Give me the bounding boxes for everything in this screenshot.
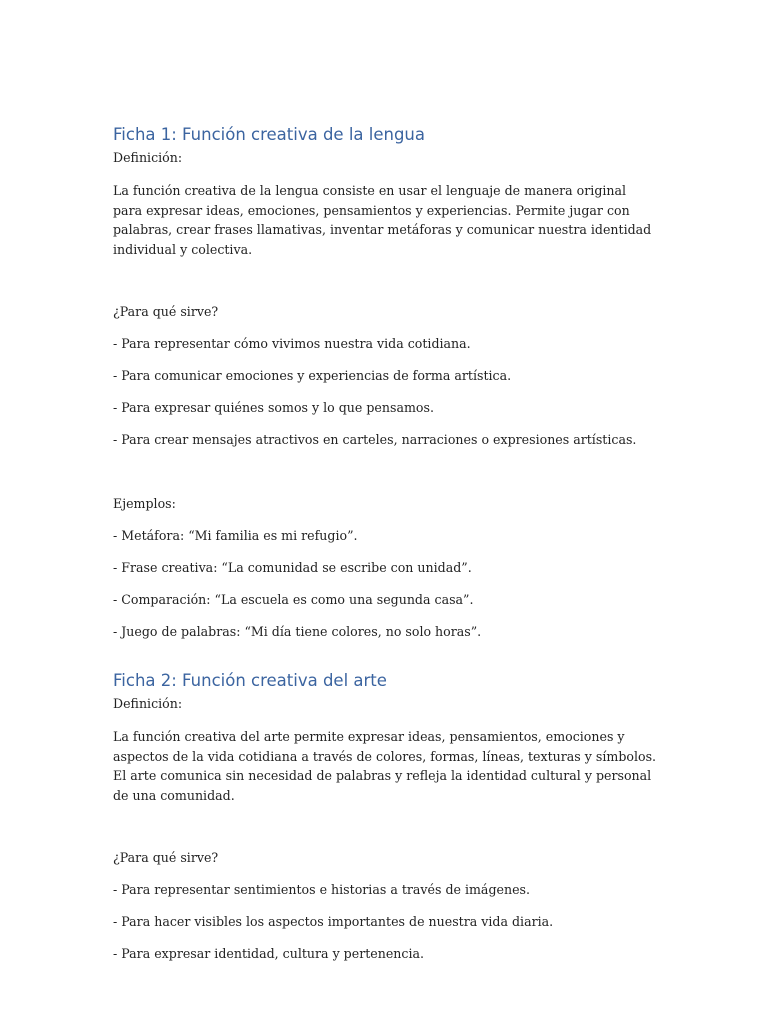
ficha-2-definition-text: La función creativa del arte permite expresar ideas, pensamientos, emociones y aspectos de la vida cotidiana a través de colores, formas, líneas, texturas y símbolos. El arte comunica sin necesidad de palabras y refleja la identidad cultural y personal de una comunidad. [113, 729, 657, 803]
ficha-1-purpose-item: - Para expresar quiénes somos y lo que pensamos. [113, 400, 434, 415]
ficha-1-purpose-item: - Para representar cómo vivimos nuestra vida cotidiana. [113, 336, 471, 351]
ficha-1-definition-text: La función creativa de la lengua consiste en usar el lenguaje de manera original para expresar ideas, emociones, pensamientos y experiencias. Permite jugar con palabras, crear frases llamativas, inventar metáforas y comunicar nuestra identidad individual y colectiva. [113, 183, 652, 257]
ficha-2-section [113, 670, 658, 962]
ficha-1-example-item: - Metáfora: “Mi familia es mi refugio”. [113, 528, 358, 543]
ficha-1-purpose-item: - Para crear mensajes atractivos en carteles, narraciones o expresiones artísticas. [113, 432, 637, 447]
ficha-1-example-item: - Frase creativa: “La comunidad se escribe con unidad”. [113, 560, 472, 575]
ficha-2-purpose-item: - Para expresar identidad, cultura y pertenencia. [113, 946, 425, 961]
ficha-2-purpose-label: ¿Para qué sirve? [113, 850, 219, 865]
ficha-1-section [113, 124, 658, 640]
ficha-1-examples-label: Ejemplos: [113, 496, 176, 511]
ficha-2-title: Ficha 2: Función creativa del arte [113, 671, 387, 690]
ficha-2-purpose-item: - Para hacer visibles los aspectos importantes de nuestra vida diaria. [113, 914, 554, 929]
document-page [113, 124, 658, 962]
ficha-1-title: Ficha 1: Función creativa de la lengua [113, 125, 425, 144]
ficha-1-purpose-label: ¿Para qué sirve? [113, 304, 219, 319]
ficha-1-purpose-item: - Para comunicar emociones y experiencias de forma artística. [113, 368, 512, 383]
ficha-1-example-item: - Comparación: “La escuela es como una segunda casa”. [113, 592, 474, 607]
ficha-1-definition-label: Definición: [113, 150, 183, 165]
ficha-1-example-item: - Juego de palabras: “Mi día tiene colores, no solo horas”. [113, 624, 482, 639]
ficha-2-definition-label: Definición: [113, 696, 183, 711]
ficha-2-purpose-item: - Para representar sentimientos e historias a través de imágenes. [113, 882, 530, 897]
